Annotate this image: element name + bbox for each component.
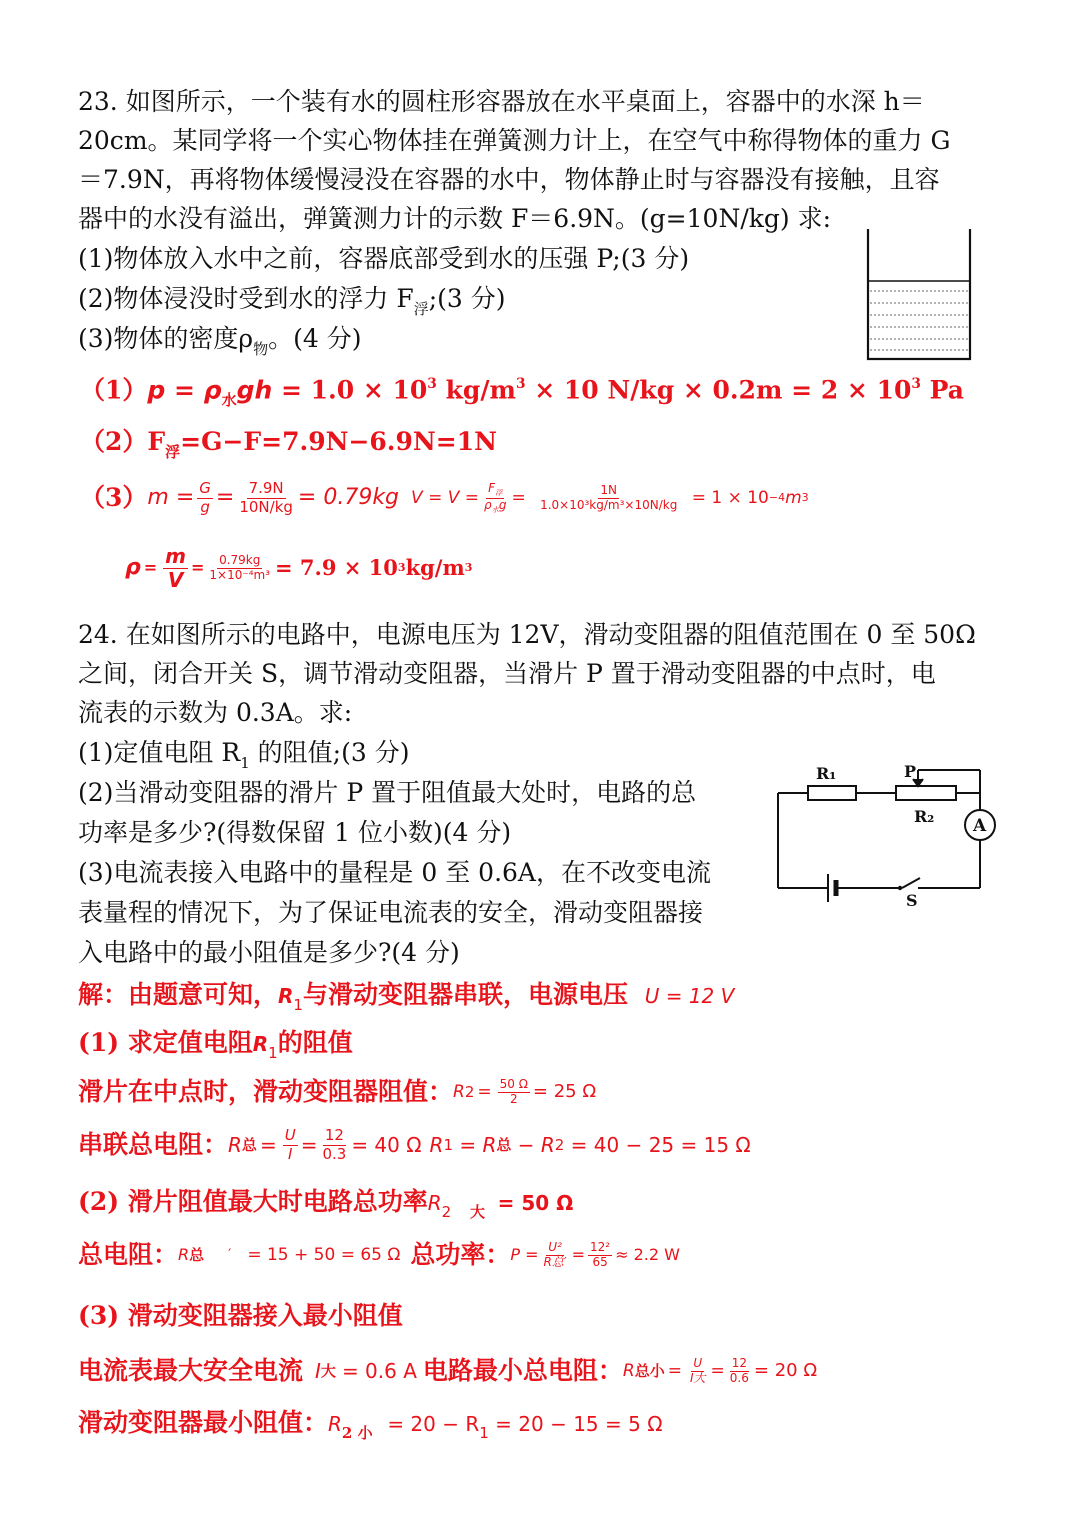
q23-answer-2: $(2)F_浮=G-F=7.9N-6.9N=1N$ (80, 427, 497, 461)
q23-line-1: 23. 如图所示，一个装有水的圆柱形容器放在水平桌面上，容器中的水深 h＝ (78, 87, 925, 116)
r2-rheostat (896, 786, 956, 800)
q24-solution-intro: 解：由题意可知，$R_1$与滑动变阻器串联，电源电压 U = 12 V (78, 980, 735, 1014)
q23-answer-4: ρ = $\frac{m}{V}$ = $\frac{0.79kg}{\text{1×10⁻⁴m³}}$ = 7.9 × 10 3 kg/m 3 (125, 543, 473, 592)
p-label: P (904, 762, 917, 781)
q24-step-3-line-1: 电流表最大安全电流 I 大 = 0.6 A 电路最小总电阻： R 总小 = $\frac{U}{\text{I大}}$ = $\frac{12}{0.6}$ = 20 Ω (78, 1355, 818, 1385)
q23-part-3: (3)物体的密度$\rho_物$。(4 分) (78, 324, 362, 358)
q24-step-1-line-1: 滑片在中点时，滑动变阻器阻值： R 2 = $\frac{50 \Omega}{2}$ = 25 Ω (78, 1076, 597, 1106)
r2-label: R₂ (914, 807, 935, 826)
q24-step-1-line-2: 串联总电阻： R 总 = $\frac{U}{I}$ = $\frac{12}{0.3}$ = 40 Ω R 1 = R 总 − R 2 = 40 − 25 = 15 Ω (78, 1126, 751, 1163)
q24-part-2-line-1: (2)当滑动变阻器的滑片 P 置于阻值最大处时，电路的总 (78, 778, 697, 807)
q24-part-3-line-3: 入电路中的最小阻值是多少?(4 分) (78, 938, 460, 967)
q24-part-3-line-2: 表量程的情况下，为了保证电流表的安全，滑动变阻器接 (78, 898, 704, 927)
q23-part-2: (2)物体浸没时受到水的浮力 $F_浮;(3$ 分) (78, 284, 506, 318)
q24-part-3-line-1: (3)电流表接入电路中的量程是 0 至 0.6A，在不改变电流 (78, 858, 711, 887)
q23-line-3: ＝7.9N，再将物体缓慢浸没在容器的水中，物体静止时与容器没有接触，且容 (78, 165, 940, 194)
beaker-figure (860, 225, 980, 365)
q24-step-2-line-1: 总电阻： R 总 ′ = 15 + 50 = 65 Ω 总功率： P = $\frac{\text{U²}}{\text{R总′}}$ = $\frac{\text{12²}}{65}$ ≈ 2.2 W (78, 1239, 680, 1269)
q24-part-1: (1)定值电阻 $R_1$ 的阻值;(3 分) (78, 738, 410, 772)
q24-line-2: 之间，闭合开关 S，调节滑动变阻器，当滑片 P 置于滑动变阻器的中点时，电 (78, 659, 936, 688)
q24-line-3: 流表的示数为 0.3A。求: (78, 698, 353, 727)
q24-step-2-title: (2) 滑片阻值最大时电路总功率$R_2$ $_大$ = 50 Ω (78, 1187, 574, 1221)
q24-line-1: 24. 在如图所示的电路中，电源电压为 12V，滑动变阻器的阻值范围在 0 至 50Ω (78, 620, 976, 649)
ammeter-label: A (973, 816, 987, 836)
q24-step-1-title: (1) 求定值电阻$R_1$的阻值 (78, 1028, 353, 1062)
r1-resistor (808, 786, 856, 800)
q23-line-4: 器中的水没有溢出，弹簧测力计的示数 F＝6.9N。(g=10N/kg) 求: (78, 204, 832, 233)
q24-step-3-line-2: 滑动变阻器最小阻值：$R_{2 小} = 20 - R_1 = 20 - 15 = 5$ Ω (78, 1408, 663, 1442)
q23-line-2: 20cm。某同学将一个实心物体挂在弹簧测力计上，在空气中称得物体的重力 G (78, 126, 951, 155)
circuit-diagram (770, 760, 1010, 910)
q23-answer-3: （3） m = $\frac{G}{g}$ = $\frac{7.9N}{10N/kg}$ = 0.79kg V = V = $\frac{F_浮}{\rho_水g}$ = $\frac{1N}{\text{1.0×10³kg/m³×10N/kg}}$ = 1 × 10 −4 m 3 (80, 479, 809, 516)
r1-label: R₁ (816, 764, 837, 783)
switch-label: S (906, 891, 918, 910)
q23-answer-1: $(1)p = \rho_水gh = 1.0 \times 10^3$ $kg/m^3 \times 10$ $N/kg \times 0.2m = 2 \times 10^3$ Pa (80, 375, 964, 410)
q24-step-3-title: (3) 滑动变阻器接入最小阻值 (78, 1301, 403, 1330)
q23-part-1: (1)物体放入水中之前，容器底部受到水的压强 P;(3 分) (78, 244, 690, 273)
q24-part-2-line-2: 功率是多少?(得数保留 1 位小数)(4 分) (78, 818, 512, 847)
